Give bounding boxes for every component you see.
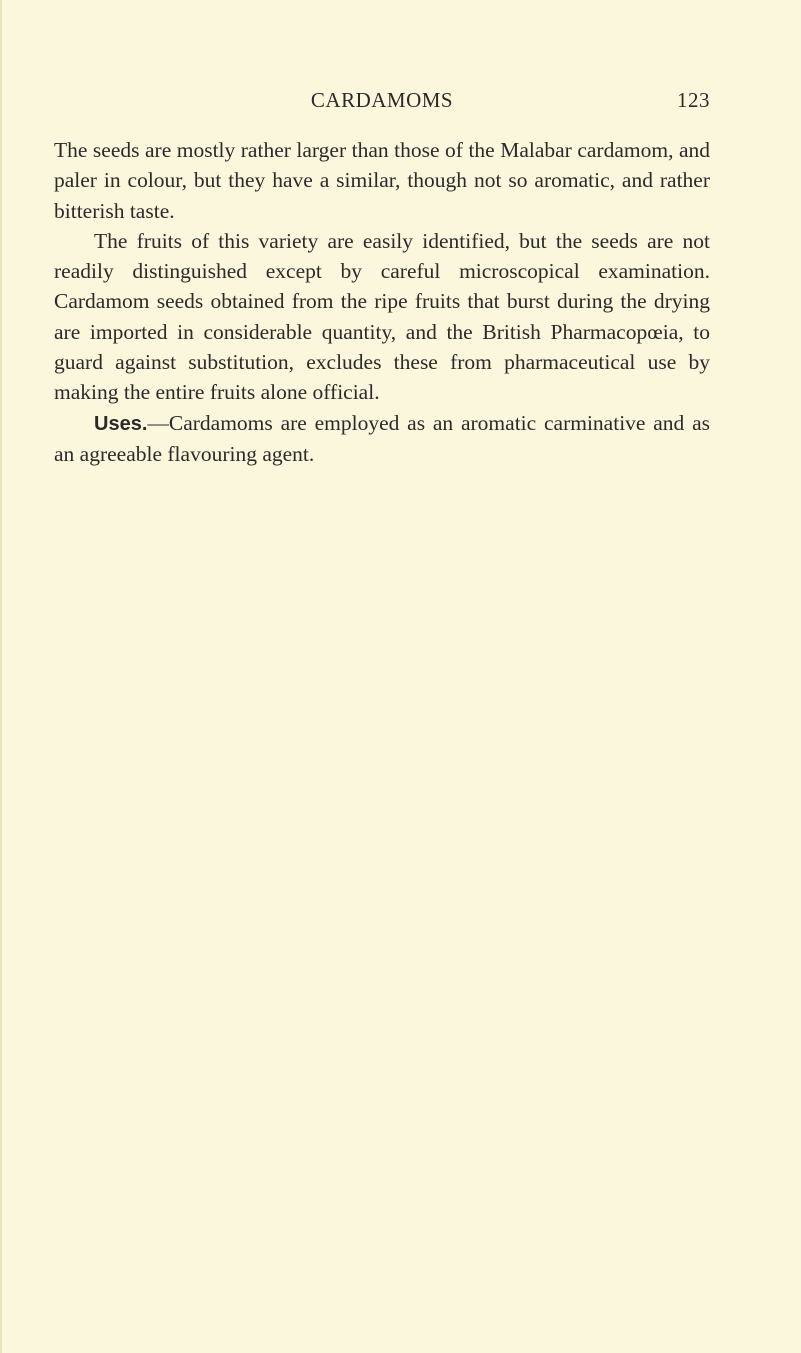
running-title: CARDAMOMS [310, 88, 454, 112]
running-head [54, 88, 710, 118]
body-text [54, 135, 710, 469]
uses-text: —Cardamoms are employed as an aromatic carminative and as an agreeable flavouring agent. [54, 410, 710, 466]
page-number: 123 [677, 88, 710, 112]
paragraph-seeds: The seeds are mostly rather larger than those of the Malabar cardamom, and paler in colour, but they have a similar, though not so aromatic, and rather bitterish taste. [54, 138, 710, 223]
paragraph-uses [54, 408, 710, 470]
paragraph-fruits: The fruits of this variety are easily identified, but the seeds are not readily distinguished except by careful microscopical examination. Cardamom seeds obtained from the ripe fruits that burst during the drying are imported in considerable quantity, and the British Pharmacopœia, to guard against substitution, excludes these from pharmaceutical use by making the entire fruits alone official. [54, 228, 710, 405]
uses-heading: Uses. [94, 412, 148, 435]
page-edge [0, 0, 2, 1353]
